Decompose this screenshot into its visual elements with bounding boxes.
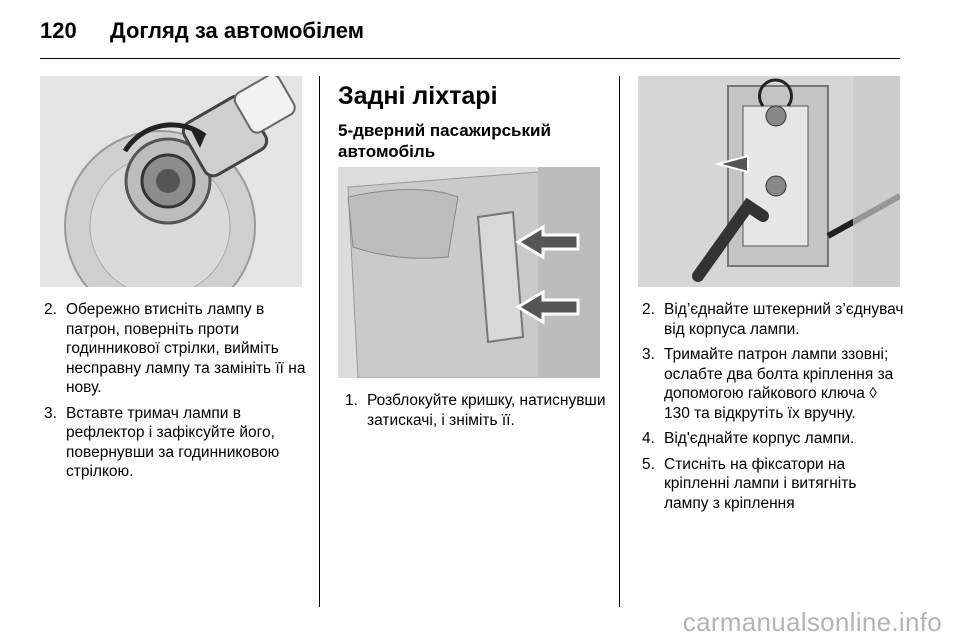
step-text: Тримайте патрон лампи ззовні; ослабте два болта кріплення за допомогою гайкового ключа ◊ 130 та відкрутіть їх вручну. (664, 346, 894, 422)
watermark: carmanualsonline.info (682, 607, 942, 637)
step-text: Вставте тримач лампи в рефлектор і зафіксуйте його, повернувши за годинниковою стрілкою. (66, 404, 280, 480)
column-divider-2 (619, 76, 620, 607)
steps-column-2 (345, 391, 607, 436)
list-item: 2. Обережно втисніть лампу в патрон, поверніть проти годинникової стрілки, вийміть несправну лампу та замініть її на нову. (44, 301, 306, 396)
illustration-tail-light-cover (338, 167, 600, 378)
steps-column-1 (44, 300, 306, 488)
section-title: Задні ліхтарі (338, 82, 498, 110)
list-item: 5. Стисніть на фіксатори на кріпленні лампи і витягніть лампу з кріплення (642, 455, 857, 512)
list-item: 4. Від'єднайте корпус лампи. (642, 430, 855, 447)
page-title: Догляд за автомобілем (110, 18, 365, 43)
header-rule (40, 58, 900, 59)
steps-column-3 (642, 300, 904, 519)
page-header (40, 18, 364, 44)
step-text: Стисніть на фіксатори на кріпленні лампи і витягніть лампу з кріплення (664, 455, 857, 512)
list-item: 2. Від’єднайте штекерний з’єднувач від корпуса лампи. (642, 301, 904, 338)
illustration-bulb-holder (40, 76, 302, 287)
list-item: 1. Розблокуйте кришку, натиснувши затискачі, і зніміть її. (345, 392, 606, 429)
list-item: 3. Тримайте патрон лампи ззовні; ослабте два болта кріплення за допомогою гайкового ключа ◊ 130 та відкрутіть їх вручну. (642, 346, 894, 422)
section-subtitle: 5-дверний пасажирський автомобіль (338, 121, 551, 161)
column-divider-1 (319, 76, 320, 607)
page-number: 120 (40, 18, 77, 43)
step-text: Від'єднайте корпус лампи. (664, 430, 855, 447)
list-item: 3. Вставте тримач лампи в рефлектор і зафіксуйте його, повернувши за годинниковою стрілкою. (44, 404, 280, 480)
step-text: Від’єднайте штекерний з’єднувач від корпуса лампи. (664, 301, 904, 338)
illustration-lamp-housing (638, 76, 900, 287)
step-text: Обережно втисніть лампу в патрон, поверніть проти годинникової стрілки, вийміть несправну лампу та замініть її на нову. (66, 301, 306, 396)
step-text: Розблокуйте кришку, натиснувши затискачі, і зніміть її. (367, 392, 606, 429)
